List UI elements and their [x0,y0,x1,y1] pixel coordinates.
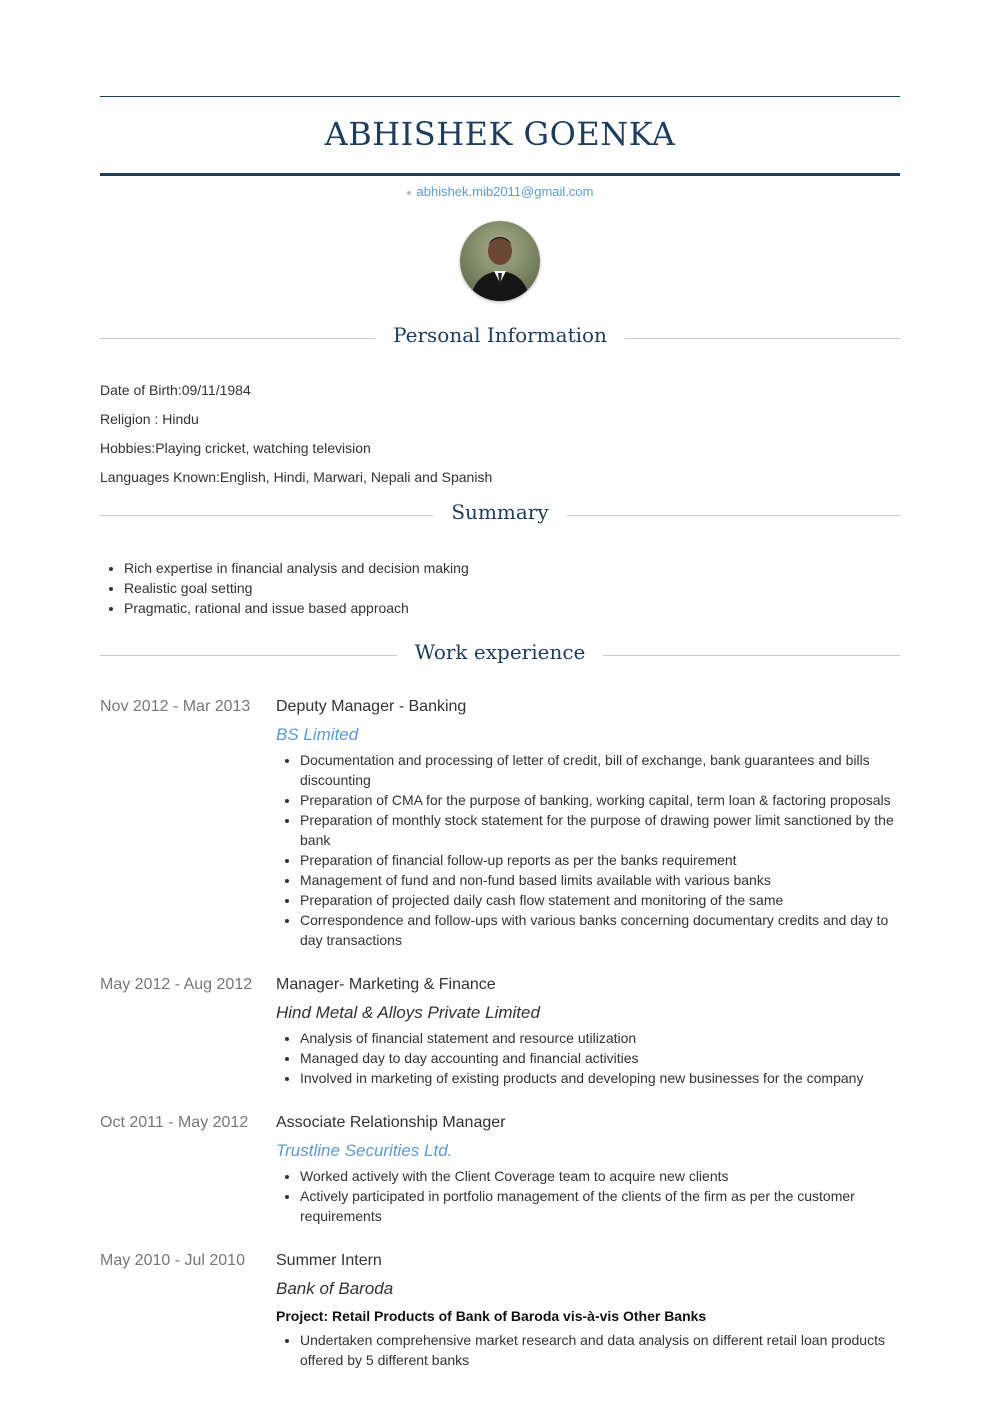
section-header-work [100,640,900,664]
section-title: Personal Information [393,323,607,347]
job-title: Manager- Marketing & Finance [276,976,496,993]
job-entry [100,1250,900,1370]
project-title: Project: Retail Products of Bank of Baroda vis-à-vis Other Banks [276,1308,707,1324]
list-item: • Rich expertise in financial analysis and decision making [124,558,900,578]
list-item: • Actively participated in portfolio management of the clients of the firm as per the customer requirements [300,1186,900,1226]
list-item: • Involved in marketing of existing products and developing new businesses for the company [300,1068,900,1088]
email-link[interactable]: abhishek.mib2011@gmail.com [416,184,594,199]
job-dates: Oct 2011 - May 2012 [100,1114,249,1131]
list-item: • Pragmatic, rational and issue based approach [124,598,900,618]
summary-list [100,558,900,618]
bullet-dot-icon [407,191,411,195]
resume-page [100,0,900,1370]
company-link[interactable]: BS Limited [276,725,359,744]
list-item: • Documentation and processing of letter of credit, bill of exchange, bank guarantees and bills discounting [300,750,900,790]
avatar [460,221,540,301]
job-dates: May 2010 - Jul 2010 [100,1252,245,1269]
job-dates: Nov 2012 - Mar 2013 [100,698,251,715]
personal-line: Date of Birth:09/11/1984 [100,382,251,398]
list-item: • Correspondence and follow-ups with various banks concerning documentary credits and day to day transactions [300,910,900,950]
job-duties [276,1330,900,1370]
list-item: • Preparation of financial follow-up reports as per the banks requirement [300,850,900,870]
list-item: • Preparation of CMA for the purpose of banking, working capital, term loan & factoring proposals [300,790,900,810]
work-experience-list [100,696,900,1370]
list-item: • Undertaken comprehensive market research and data analysis on different retail loan products offered by 5 different banks [300,1330,900,1370]
job-duties [276,1028,900,1088]
job-entry [100,696,900,950]
company-link[interactable]: Trustline Securities Ltd. [276,1141,453,1160]
job-title: Summer Intern [276,1252,382,1269]
candidate-name: ABHISHEK GOENKA [324,115,676,153]
list-item: • Management of fund and non-fund based limits available with various banks [300,870,900,890]
section-header-personal [100,323,900,347]
list-item: • Worked actively with the Client Coverage team to acquire new clients [300,1166,900,1186]
job-duties [276,750,900,950]
personal-line: Hobbies:Playing cricket, watching television [100,440,371,456]
list-item: • Realistic goal setting [124,578,900,598]
name-divider [100,173,900,176]
list-item: • Managed day to day accounting and financial activities [300,1048,900,1068]
job-dates: May 2012 - Aug 2012 [100,976,253,993]
personal-line: Languages Known:English, Hindi, Marwari, Nepali and Spanish [100,469,493,485]
job-duties [276,1166,900,1226]
section-title: Summary [451,500,549,524]
job-title: Deputy Manager - Banking [276,698,467,715]
job-title: Associate Relationship Manager [276,1114,506,1131]
personal-line: Religion : Hindu [100,411,199,427]
profile-photo-icon [460,221,540,301]
personal-info [100,381,900,486]
company-name: Bank of Baroda [276,1279,394,1298]
section-title: Work experience [414,640,586,664]
list-item: • Preparation of monthly stock statement for the purpose of drawing power limit sanctioned by the bank [300,810,900,850]
job-entry [100,974,900,1088]
list-item: • Preparation of projected daily cash flow statement and monitoring of the same [300,890,900,910]
job-entry [100,1112,900,1226]
contact-row [100,184,900,199]
company-name: Hind Metal & Alloys Private Limited [276,1003,540,1022]
list-item: • Analysis of financial statement and resource utilization [300,1028,900,1048]
section-header-summary [100,500,900,524]
